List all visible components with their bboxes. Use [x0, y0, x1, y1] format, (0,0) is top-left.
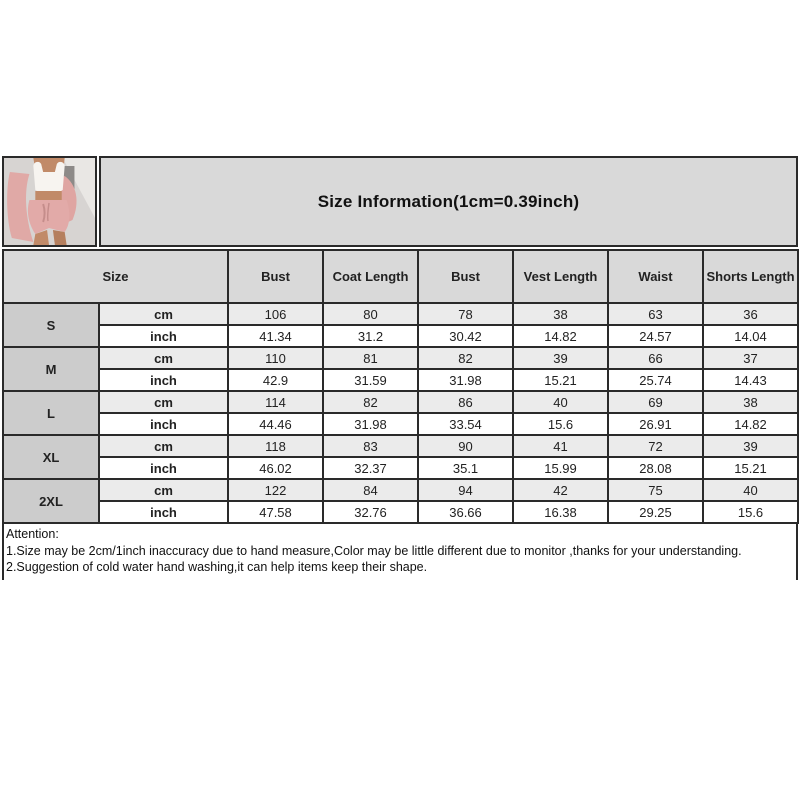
value-cell: 63: [608, 303, 703, 325]
value-cell: 46.02: [228, 457, 323, 479]
value-cell: 80: [323, 303, 418, 325]
value-cell: 42.9: [228, 369, 323, 391]
unit-cell: inch: [99, 369, 228, 391]
value-cell: 122: [228, 479, 323, 501]
value-cell: 81: [323, 347, 418, 369]
product-photo-illustration: [4, 158, 95, 245]
value-cell: 44.46: [228, 413, 323, 435]
value-cell: 26.91: [608, 413, 703, 435]
unit-cell: cm: [99, 391, 228, 413]
attention-notes: [2, 524, 798, 580]
size-chart-sheet: [2, 156, 798, 580]
table-row: [3, 413, 798, 435]
value-cell: 38: [513, 303, 608, 325]
value-cell: 82: [418, 347, 513, 369]
value-cell: 37: [703, 347, 798, 369]
unit-cell: inch: [99, 501, 228, 523]
value-cell: 94: [418, 479, 513, 501]
size-cell: XL: [3, 435, 99, 479]
attention-line-1: 1.Size may be 2cm/1inch inaccuracy due to hand measure,Color may be little different due to monitor ,thanks for your understanding.: [6, 543, 742, 558]
table-row: [3, 457, 798, 479]
value-cell: 39: [513, 347, 608, 369]
table-row: [3, 501, 798, 523]
value-cell: 36: [703, 303, 798, 325]
value-cell: 35.1: [418, 457, 513, 479]
attention-heading: Attention:: [6, 527, 59, 541]
value-cell: 42: [513, 479, 608, 501]
unit-cell: inch: [99, 325, 228, 347]
table-row: [3, 369, 798, 391]
table-row: [3, 479, 798, 501]
unit-cell: inch: [99, 413, 228, 435]
value-cell: 15.6: [703, 501, 798, 523]
unit-cell: cm: [99, 303, 228, 325]
value-cell: 40: [513, 391, 608, 413]
value-cell: 41: [513, 435, 608, 457]
column-header-coat-length: Coat Length: [323, 250, 418, 303]
column-header-bust-2: Bust: [418, 250, 513, 303]
size-cell: S: [3, 303, 99, 347]
page-title: Size Information(1cm=0.39inch): [317, 191, 580, 211]
value-cell: 14.82: [513, 325, 608, 347]
table-row: [3, 303, 798, 325]
value-cell: 90: [418, 435, 513, 457]
value-cell: 86: [418, 391, 513, 413]
value-cell: 15.99: [513, 457, 608, 479]
size-cell: M: [3, 347, 99, 391]
value-cell: 84: [323, 479, 418, 501]
table-row: [3, 347, 798, 369]
value-cell: 82: [323, 391, 418, 413]
value-cell: 14.82: [703, 413, 798, 435]
value-cell: 31.2: [323, 325, 418, 347]
value-cell: 47.58: [228, 501, 323, 523]
table-row: [3, 435, 798, 457]
value-cell: 33.54: [418, 413, 513, 435]
value-cell: 118: [228, 435, 323, 457]
value-cell: 72: [608, 435, 703, 457]
value-cell: 29.25: [608, 501, 703, 523]
column-header-bust: Bust: [228, 250, 323, 303]
title-bar: [99, 156, 798, 247]
value-cell: 14.04: [703, 325, 798, 347]
unit-cell: cm: [99, 435, 228, 457]
column-header-shorts-length: Shorts Length: [703, 250, 798, 303]
value-cell: 114: [228, 391, 323, 413]
value-cell: 40: [703, 479, 798, 501]
value-cell: 15.6: [513, 413, 608, 435]
column-header-vest-length: Vest Length: [513, 250, 608, 303]
unit-cell: cm: [99, 347, 228, 369]
value-cell: 25.74: [608, 369, 703, 391]
table-header-row: [3, 250, 798, 303]
attention-line-2: 2.Suggestion of cold water hand washing,it can help items keep their shape.: [6, 560, 428, 574]
size-cell: L: [3, 391, 99, 435]
size-table: [2, 249, 799, 524]
header-row: [2, 156, 798, 247]
value-cell: 78: [418, 303, 513, 325]
column-header-size: Size: [3, 250, 228, 303]
value-cell: 15.21: [703, 457, 798, 479]
value-cell: 28.08: [608, 457, 703, 479]
value-cell: 14.43: [703, 369, 798, 391]
column-header-waist: Waist: [608, 250, 703, 303]
value-cell: 15.21: [513, 369, 608, 391]
value-cell: 106: [228, 303, 323, 325]
value-cell: 31.59: [323, 369, 418, 391]
value-cell: 36.66: [418, 501, 513, 523]
unit-cell: cm: [99, 479, 228, 501]
value-cell: 41.34: [228, 325, 323, 347]
value-cell: 83: [323, 435, 418, 457]
value-cell: 38: [703, 391, 798, 413]
value-cell: 16.38: [513, 501, 608, 523]
value-cell: 32.37: [323, 457, 418, 479]
value-cell: 66: [608, 347, 703, 369]
value-cell: 110: [228, 347, 323, 369]
value-cell: 69: [608, 391, 703, 413]
table-row: [3, 391, 798, 413]
product-photo: [2, 156, 97, 247]
value-cell: 31.98: [323, 413, 418, 435]
value-cell: 24.57: [608, 325, 703, 347]
value-cell: 31.98: [418, 369, 513, 391]
value-cell: 30.42: [418, 325, 513, 347]
value-cell: 39: [703, 435, 798, 457]
value-cell: 32.76: [323, 501, 418, 523]
unit-cell: inch: [99, 457, 228, 479]
table-row: [3, 325, 798, 347]
value-cell: 75: [608, 479, 703, 501]
size-cell: 2XL: [3, 479, 99, 523]
